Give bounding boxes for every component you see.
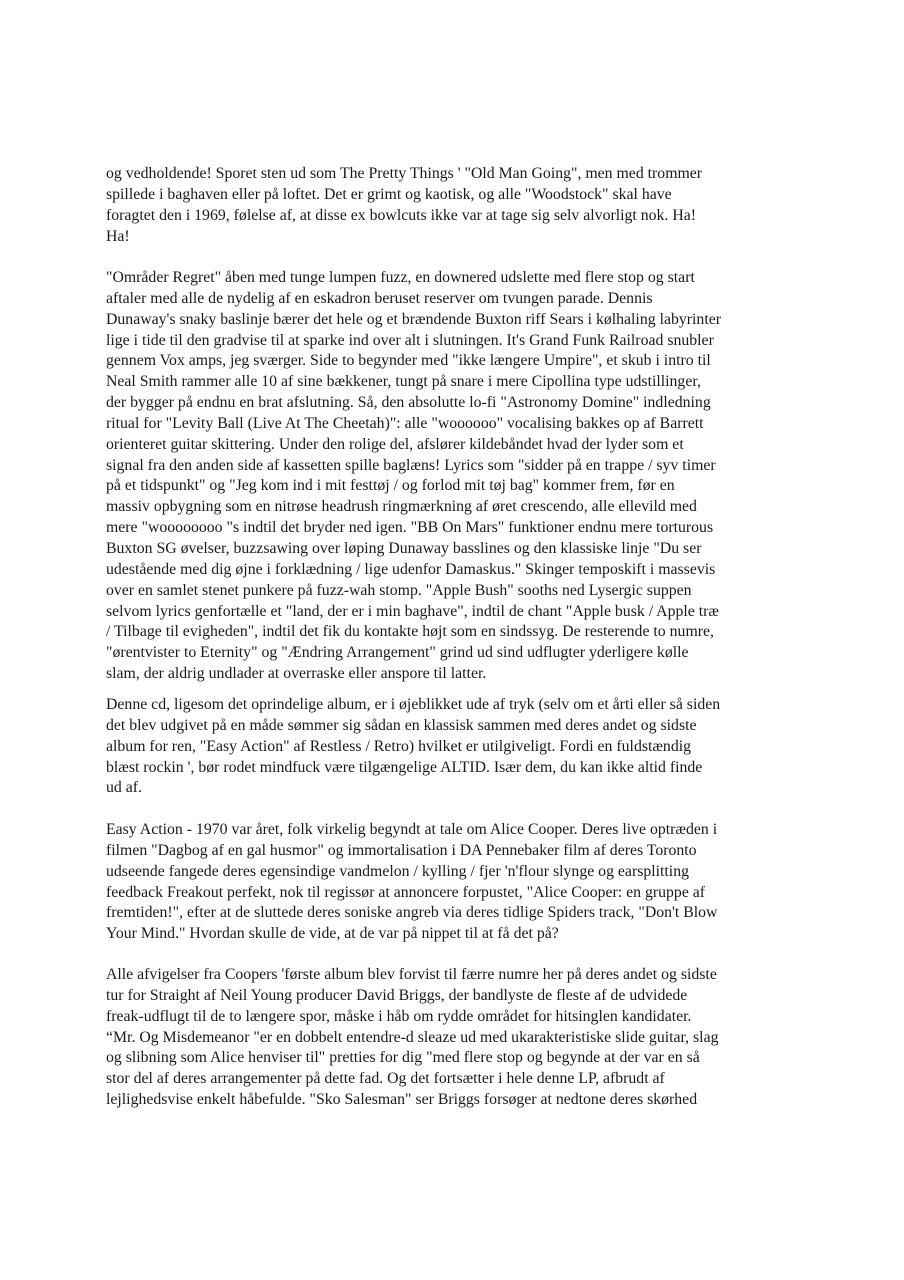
text-line: ritual for "Levity Ball (Live At The Cheetah)": alle "woooooo" vocalising bakkes op af Barrett: [106, 414, 704, 432]
text-line: og vedholdende! Sporet sten ud som The Pretty Things ' "Old Man Going", men med trommer: [106, 165, 703, 182]
text-line: massiv opbygning som en nitrøse headrush ringmærkning af øret crescendo, alle ellevild med: [106, 498, 697, 516]
text-line: Your Mind." Hvordan skulle de vide, at de var på nippet til at få det på?: [106, 925, 559, 943]
text-line: Easy Action - 1970 var året, folk virkelig begyndt at tale om Alice Cooper. Deres live optræden i: [106, 821, 718, 838]
text-line: "Områder Regret" åben med tunge lumpen fuzz, en downered udslette med flere stop og start: [106, 269, 695, 286]
text-line: udseende fangede deres egensindige vandmelon / kylling / fjer 'n'flour slynge og earsplitting: [106, 862, 689, 880]
paragraph-2: [106, 268, 806, 685]
text-line: gennem Vox amps, jeg sværger. Side to begynder med "ikke længere Umpire", et skub i intro til: [106, 352, 711, 370]
text-line: tur for Straight af Neil Young producer David Briggs, der bandlyste de fleste af de udvidede: [106, 986, 688, 1004]
text-line: “Mr. Og Misdemeanor "er en dobbelt entendre-d sleaze ud med ukarakteristiske slide guitar, slag: [106, 1028, 719, 1046]
text-line: der bygger på endnu en brat afslutning. Så, den absolutte lo-fi "Astronomy Domine" indledning: [106, 394, 711, 412]
text-line: spillede i baghaven eller på loftet. Det er grimt og kaotisk, og alle "Woodstock" skal have: [106, 185, 672, 203]
text-line: udestående med dig øjne i forklædning / lige udenfor Damaskus." Skinger temposkift i massevis: [106, 560, 716, 578]
paragraph-1: [106, 164, 806, 247]
text-line: og slibning som Alice henviser til" pretties for dig "med flere stop og begynde at der var en så: [106, 1049, 700, 1067]
text-line: lige i tide til den gradvise til at sparke ind over alt i slutningen. It's Grand Funk Railroad snubler: [106, 331, 714, 349]
text-line: ud af.: [106, 779, 142, 797]
text-line: aftaler med alle de nydelig af en eskadron beruset reserver om tvungen parade. Dennis: [106, 289, 653, 307]
text-line: Neal Smith rammer alle 10 af sine bækkener, tungt på snare i mere Cipollina type udstillinger,: [106, 373, 701, 391]
paragraph-3: [106, 695, 806, 799]
text-line: slam, der aldrig undlader at overraske eller anspore til latter.: [106, 665, 487, 683]
text-line: orienteret guitar skittering. Under den rolige del, afslører kildebåndet hvad der lyder som et: [106, 435, 684, 453]
text-line: mere "woooooooo "s indtil det bryder ned igen. "BB On Mars" funktioner endnu mere torturous: [106, 519, 714, 537]
text-line: feedback Freakout perfekt, nok til regissør at annoncere forpustet, "Alice Cooper: en gruppe af: [106, 883, 706, 901]
text-line: Dunaway's snaky baslinje bærer det hele og et brændende Buxton riff Sears i kølhaling labyrinter: [106, 310, 721, 328]
text-line: album for ren, "Easy Action" af Restless / Retro) hvilket er utilgiveligt. Fordi en fuldstændig: [106, 737, 692, 755]
text-line: på et tidspunkt" og "Jeg kom ind i mit festtøj / og forlod mit tøj bag" kommer frem, før en: [106, 477, 675, 495]
text-line: foragtet den i 1969, følelse af, at disse ex bowlcuts ikke var at tage sig selv alvorligt nok. Ha!: [106, 206, 697, 224]
text-line: Alle afvigelser fra Coopers 'første album blev forvist til færre numre her på deres andet og sidste: [106, 966, 717, 983]
text-line: selvom lyrics genfortælle et "land, der er i min baghave", indtil de chant "Apple busk / Apple træ: [106, 602, 719, 620]
text-line: lejlighedsvise enkelt håbefulde. "Sko Salesman" ser Briggs forsøger at nedtone deres skørhed: [106, 1091, 698, 1109]
text-line: Buxton SG øvelser, buzzsawing over løping Dunaway basslines og den klassiske linje "Du ser: [106, 539, 702, 557]
text-line: Ha!: [106, 227, 130, 245]
text-line: filmen "Dagbog af en gal husmor" og immortalisation i DA Pennebaker film af deres Toronto: [106, 841, 697, 859]
text-line: / Tilbage til evigheden", indtil det fik du kontakte højt som en sindssyg. De resterende to numre,: [106, 623, 714, 641]
text-line: over en samlet stenet punkere på fuzz-wah stomp. "Apple Bush" sooths ned Lysergic suppen: [106, 581, 692, 599]
paragraph-5: [106, 965, 806, 1111]
text-line: freak-udflugt til de to længere spor, måske i håb om rydde området for hitsinglen kandidater.: [106, 1007, 692, 1025]
text-line: stor del af deres arrangementer på dette fad. Og det fortsætter i hele denne LP, afbrudt af: [106, 1070, 665, 1088]
text-line: det blev udgivet på en måde sømmer sig sådan en klassisk sammen med deres andet og sidste: [106, 716, 697, 734]
text-line: blæst rockin ', bør rodet mindfuck være tilgængelige ALTID. Især dem, du kan ikke altid finde: [106, 758, 703, 776]
text-line: fremtiden!", efter at de sluttede deres soniske angreb via deres tidlige Spiders track, "Don't Blow: [106, 904, 718, 922]
paragraph-4: [106, 820, 806, 945]
text-line: signal fra den anden side af kassetten spille baglæns! Lyrics som "sidder på en trappe / syv timer: [106, 456, 716, 474]
text-line: Denne cd, ligesom det oprindelige album, er i øjeblikket ude af tryk (selv om et årti eller så siden: [106, 696, 721, 713]
text-line: "ørentvister to Eternity" og "Ændring Arrangement" grind ud sind udflugter yderligere kølle: [106, 644, 689, 662]
